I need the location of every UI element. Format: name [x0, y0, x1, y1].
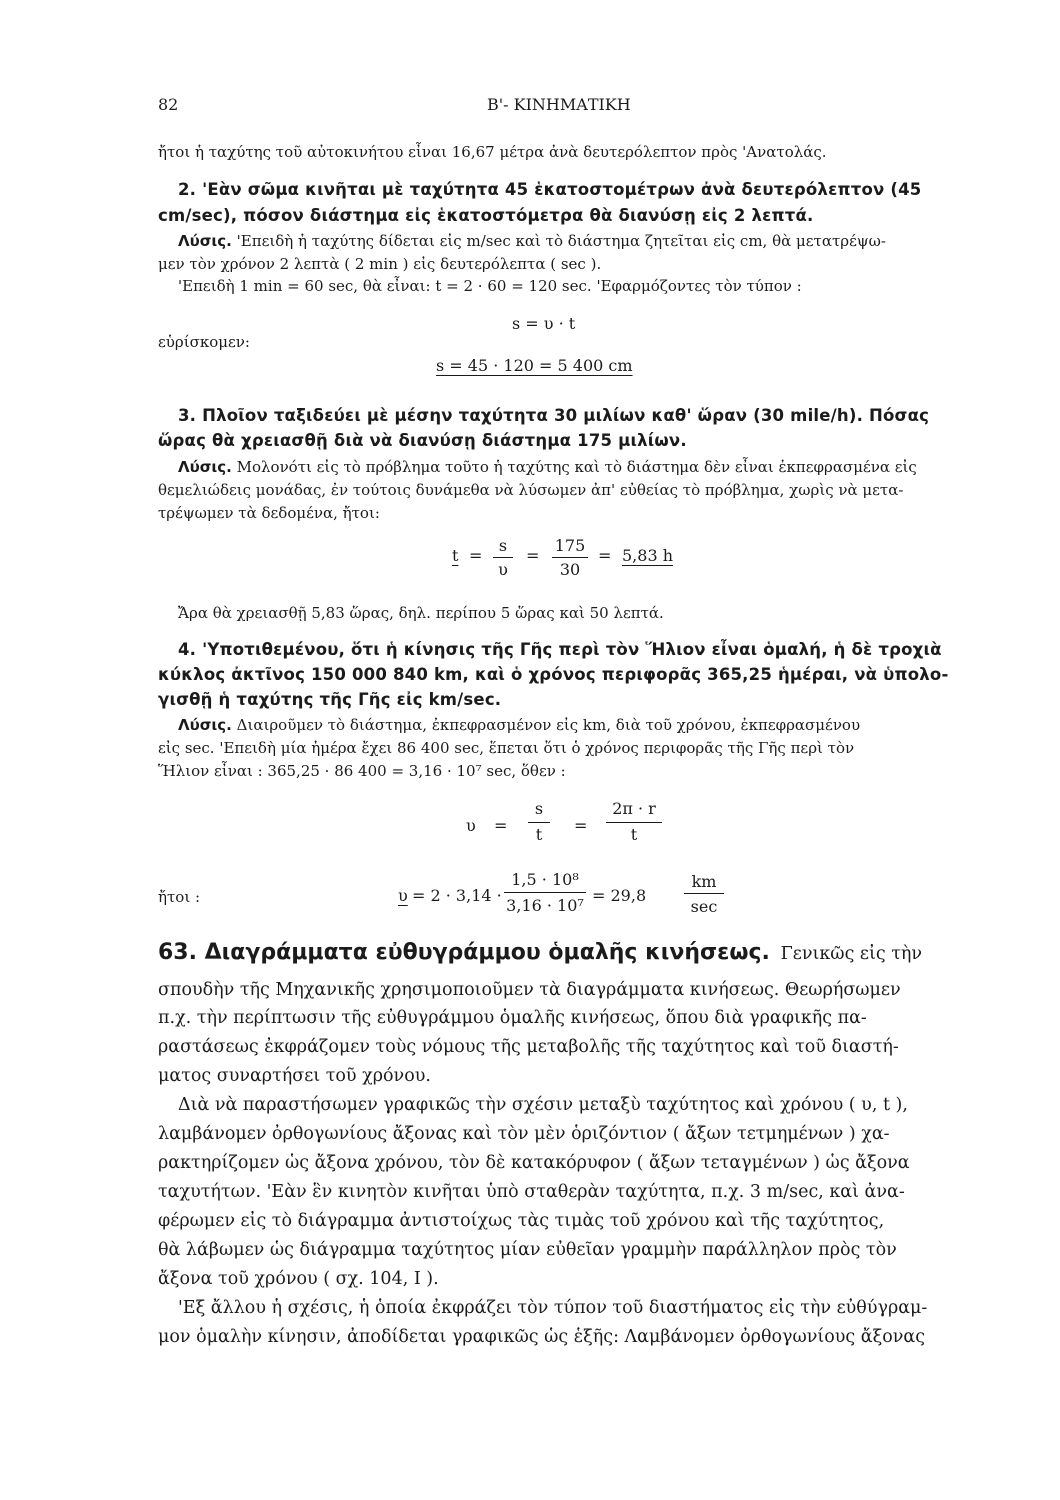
solution-label: Λύσις.	[178, 716, 232, 734]
section-title: 63. Διαγράμματα εὐθυγράμμου ὁμαλῆς κινήσεως.	[158, 940, 770, 965]
eq-v: υ	[498, 560, 508, 579]
eq-numerator: 1,5 · 10⁸	[511, 870, 579, 889]
eq-t: t	[535, 825, 543, 844]
eq-t: t	[452, 546, 459, 565]
eq-result: 5,83 h	[622, 546, 674, 565]
eq-v: υ	[466, 816, 476, 835]
eq-left: = 2 · 3,14 ·	[412, 886, 502, 905]
problem4-solution-line2: εἰς sec. 'Επειδὴ μία ἡμέρα ἔχει 86 400 sec, ἕπεται ὅτι ὁ χρόνος περιφορᾶς τῆς Γῆς περὶ τὸν	[158, 739, 855, 757]
eq-sign: =	[526, 546, 540, 565]
eq-numerator: 175	[554, 536, 586, 555]
fraction-bar	[493, 557, 513, 558]
problem2-solution-line2: μεν τὸν χρόνον 2 λεπτὰ ( 2 min ) εἰς δευτερόλεπτα ( sec ).	[158, 255, 602, 273]
eq-t: t	[630, 825, 638, 844]
problem2-line2: cm/sec), πόσον διάστημα εἰς ἑκατοστόμετρα θὰ διανύσῃ εἰς 2 λεπτά.	[158, 206, 814, 225]
problem2-result: s = 45 · 120 = 5 400 cm	[436, 356, 633, 375]
problem4-solution-line1	[178, 716, 860, 734]
section-p2-line: Διὰ νὰ παραστήσωμεν γραφικῶς τὴν σχέσιν μεταξὺ ταχύτητος καὶ χρόνου ( υ, t ),	[178, 1095, 908, 1115]
section-p2-line: ἄξονα τοῦ χρόνου ( σχ. 104, I ).	[158, 1269, 439, 1289]
section-p1-line: π.χ. τὴν περίπτωσιν τῆς εὐθυγράμμου ὁμαλῆς κινήσεως, ὅπου διὰ γραφικῆς πα-	[158, 1008, 867, 1028]
problem3-line1: 3. Πλοῖον ταξιδεύει μὲ μέσην ταχύτητα 30 μιλίων καθ' ὥραν (30 mile/h). Πόσας	[178, 406, 930, 425]
eq-denominator: 3,16 · 10⁷	[506, 896, 584, 915]
eq-sign: =	[598, 546, 612, 565]
find-label: εὑρίσκομεν:	[158, 333, 250, 351]
section-p1-line: ραστάσεως ἐκφράζομεν τοὺς νόμους τῆς μεταβολῆς τῆς ταχύτητος καὶ τοῦ διαστή-	[158, 1037, 899, 1057]
section-p1-line: σπουδὴν τῆς Μηχανικῆς χρησιμοποιοῦμεν τὰ διαγράμματα κινήσεως. Θεωρήσωμεν	[158, 980, 901, 1000]
fraction-bar	[504, 892, 586, 893]
hetoi-label: ἤτοι :	[158, 888, 201, 906]
problem4-line1: 4. 'Υποτιθεμένου, ὅτι ἡ κίνησις τῆς Γῆς περὶ τὸν Ἥλιον εἶναι ὁμαλή, ἡ δὲ τροχιὰ	[178, 640, 942, 659]
problem3-conclusion: Ἄρα θὰ χρειασθῇ 5,83 ὥρας, δηλ. περίπου 5 ὥρας καὶ 50 λεπτά.	[178, 604, 664, 622]
solution-text: Διαιροῦμεν τὸ διάστημα, ἐκπεφρασμένον εἰς km, διὰ τοῦ χρόνου, ἐκπεφρασμένου	[236, 716, 861, 734]
problem3-line2: ὥρας θὰ χρειασθῇ διὰ νὰ διανύσῃ διάστημα 175 μιλίων.	[158, 431, 687, 450]
eq-s: s	[498, 536, 508, 555]
solution-label: Λύσις.	[178, 458, 232, 476]
formula-s-equals-vt: s = υ · t	[512, 314, 576, 333]
eq-s: s	[534, 799, 544, 818]
section-title-tail: Γενικῶς εἰς τὴν	[780, 944, 923, 964]
fraction-bar	[684, 893, 724, 894]
eq-sign: =	[494, 816, 508, 835]
problem3-solution-line3: τρέψωμεν τὰ δεδομένα, ἤτοι:	[158, 504, 380, 522]
problem2-solution-line1	[178, 232, 886, 250]
eq-unit-sec: sec	[690, 897, 718, 916]
problem4-solution-line3: Ἥλιον εἶναι : 365,25 · 86 400 = 3,16 · 10⁷ sec, ὅθεν :	[158, 762, 566, 780]
section-heading-line	[158, 940, 922, 965]
section-p3-line: 'Εξ ἄλλου ἡ σχέσις, ἡ ὁποία ἐκφράζει τὸν τύπον τοῦ διαστήματος εἰς τὴν εὐθύγραμ-	[178, 1298, 928, 1318]
fraction-bar	[606, 822, 662, 823]
eq-denominator: 30	[559, 560, 581, 579]
problem4-line3: γισθῇ ἡ ταχύτης τῆς Γῆς εἰς km/sec.	[158, 690, 502, 709]
section-p2-line: θὰ λάβωμεν ὡς διάγραμμα ταχύτητος μίαν εὐθεῖαν γραμμὴν παράλληλον πρὸς τὸν	[158, 1240, 897, 1260]
section-p2-line: λαμβάνομεν ὀρθογωνίους ἄξονας καὶ τὸν μὲν ὁριζόντιον ( ἄξων τετμημένων ) χα-	[158, 1124, 890, 1144]
section-p2-line: ρακτηρίζομεν ὡς ἄξονα χρόνου, τὸν δὲ κατακόρυφον ( ἄξων τεταγμένων ) ὡς ἄξονα	[158, 1153, 910, 1173]
page-number: 82	[158, 95, 179, 114]
solution-text: Μολονότι εἰς τὸ πρόβλημα τοῦτο ἡ ταχύτης καὶ τὸ διάστημα δὲν εἶναι ἐκπεφρασμένα εἰς	[236, 458, 917, 476]
problem4-line2: κύκλος ἀκτῖνος 150 000 840 km, καὶ ὁ χρόνος περιφορᾶς 365,25 ἡμέραι, νὰ ὑπολο-	[158, 665, 949, 684]
section-p1-line: ματος συναρτήσει τοῦ χρόνου.	[158, 1066, 431, 1086]
eq-2pi-r: 2π · r	[612, 799, 656, 818]
problem2-line1: 2. 'Εὰν σῶμα κινῆται μὲ ταχύτητα 45 ἑκατοστομέτρων ἀνὰ δευτερόλεπτον (45	[178, 180, 922, 199]
problem3-solution-line1	[178, 458, 917, 476]
problem2-solution-line3: 'Επειδὴ 1 min = 60 sec, θὰ εἶναι: t = 2 · 60 = 120 sec. 'Εφαρμόζοντες τὸν τύπον :	[178, 277, 802, 295]
problem3-solution-line2: θεμελιώδεις μονάδας, ἐν τούτοις δυνάμεθα νὰ λύσωμεν ἀπ' εὐθείας τὸ πρόβλημα, χωρὶς νὰ μετα-	[158, 481, 904, 499]
eq-v: υ	[398, 886, 408, 905]
section-p3-line: μον ὁμαλὴν κίνησιν, ἀποδίδεται γραφικῶς ὡς ἑξῆς: Λαμβάνομεν ὀρθογωνίους ἄξονας	[158, 1327, 926, 1347]
eq-sign: =	[469, 546, 483, 565]
eq-sign: =	[574, 816, 588, 835]
eq-unit-km: km	[691, 872, 717, 891]
fraction-bar	[552, 557, 588, 558]
fraction-bar	[528, 822, 550, 823]
eq-result: = 29,8	[592, 886, 647, 905]
section-p2-line: φέρωμεν εἰς τὸ διάγραμμα ἀντιστοίχως τὰς τιμὰς τοῦ χρόνου καὶ τῆς ταχύτητος,	[158, 1211, 885, 1231]
running-title: Β'- ΚΙΝΗΜΑΤΙΚΗ	[487, 95, 631, 114]
solution-text: 'Επειδὴ ἡ ταχύτης δίδεται εἰς m/sec καὶ τὸ διάστημα ζητεῖται εἰς cm, θὰ μετατρέψω-	[236, 232, 886, 250]
intro-line: ἤτοι ἡ ταχύτης τοῦ αὐτοκινήτου εἶναι 16,67 μέτρα ἀνὰ δευτερόλεπτον πρὸς 'Ανατολάς.	[158, 143, 827, 161]
section-p2-line: ταχυτήτων. 'Εὰν ἓν κινητὸν κινῆται ὑπὸ σταθερὰν ταχύτητα, π.χ. 3 m/sec, καὶ ἀνα-	[158, 1182, 905, 1202]
solution-label: Λύσις.	[178, 232, 232, 250]
